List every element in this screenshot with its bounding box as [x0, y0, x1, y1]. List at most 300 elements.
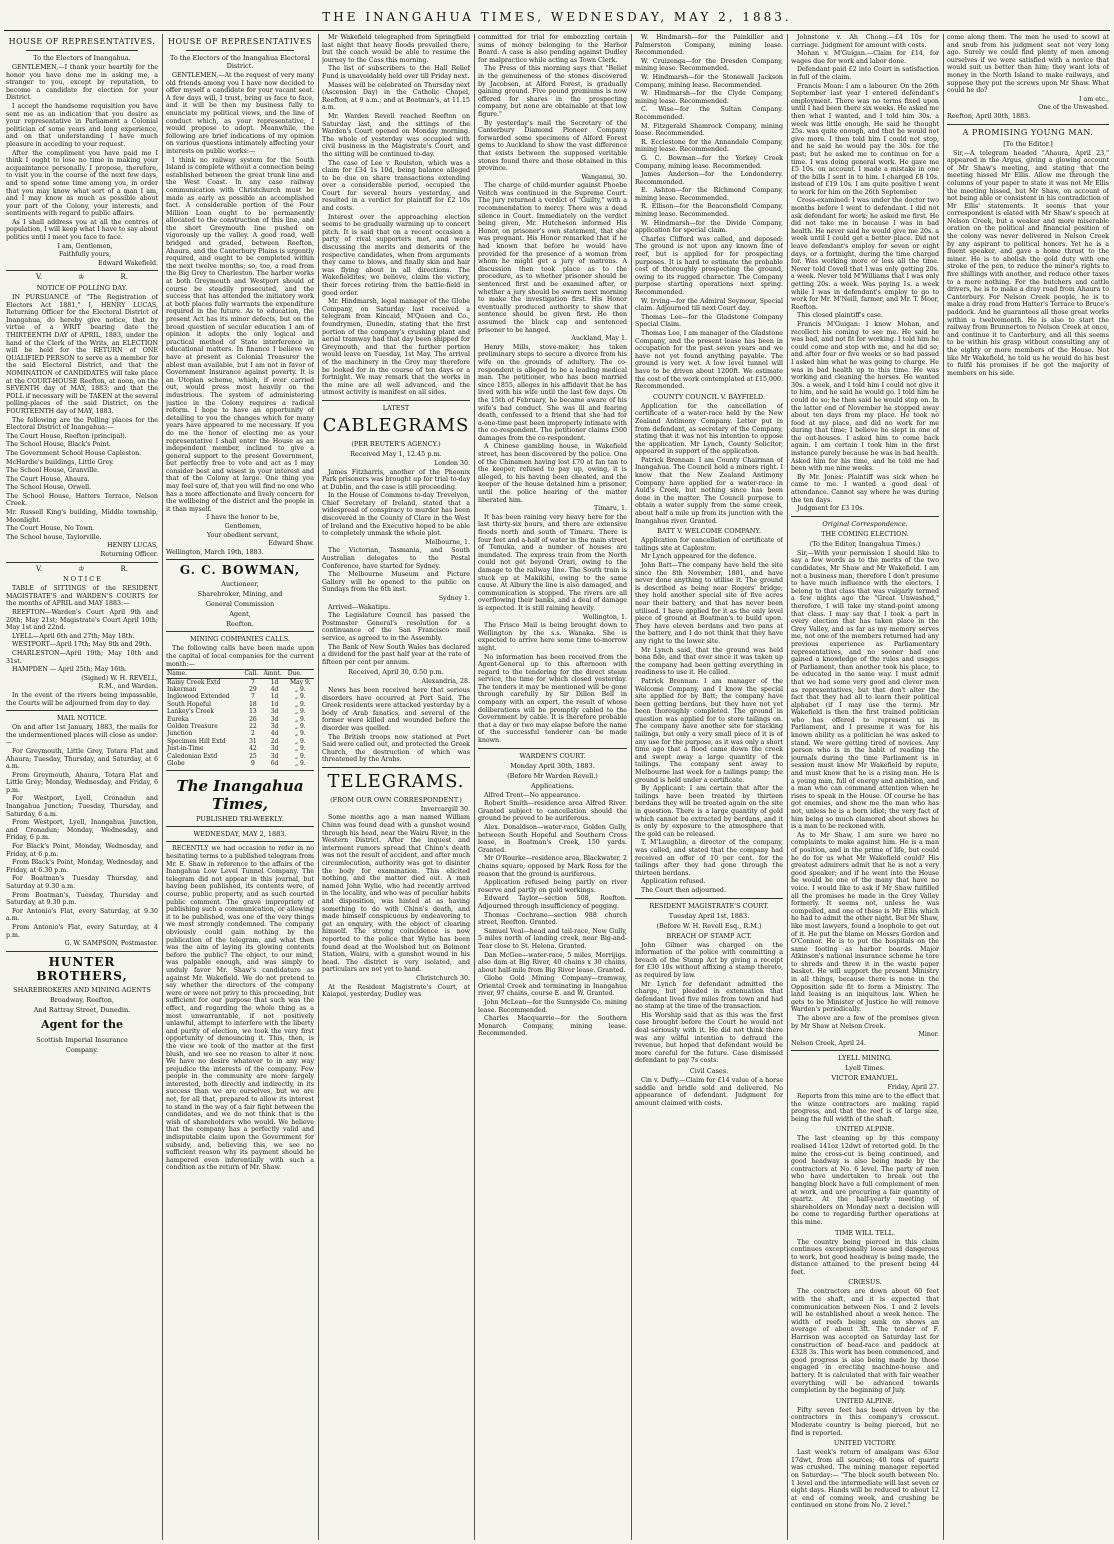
paper-date: WEDNESDAY, MAY 2, 1883.: [193, 830, 287, 839]
local-news-paragraph: Mr Wakefield telegraphed from Springfield last night that heavy floods prevailed there, but the coach would be able to resume the journey to the Cass this morning.: [322, 34, 470, 64]
application-item: W. Hindmarsh—for the Stonewall Jackson Company, mining lease. Recommended.: [635, 73, 783, 89]
application-item: Application refused being partly on river reserve and partly on gold workings.: [478, 879, 627, 894]
calls-table: [166, 669, 314, 767]
mail-item: For Black's Point, Monday, Wednesday, and Friday, at 6 p.m.: [6, 843, 158, 858]
telegram-paragraph: At the Resident Magistrate's Court, at Kaiapoi, yesterday, Dudley was: [322, 983, 470, 999]
table-cell: Inkerman: [167, 686, 197, 693]
court-paragraph: Defendant paid £2 into Court in satisfaction in full of the claim.: [791, 66, 939, 81]
poll-notice-heading: NOTICE OF POLLING DAY.: [36, 284, 128, 293]
calls-heading: MINING COMPANIES CALLS.: [190, 635, 290, 644]
polling-place: The School House, Granville.: [6, 467, 99, 475]
column-rule: [943, 34, 944, 1540]
mine-heading: TIME WILL TELL.: [834, 1228, 896, 1237]
polling-place: McHardie's buildings, Little Grey.: [6, 458, 114, 466]
column-4: [478, 34, 627, 1540]
court-paragraph: John Gilmer was charged on the information of the police with committing a breach of the Stamp Act by giving a receipt for £30 10s without affixing a stamp thereto, as required by law.: [635, 941, 783, 979]
local-news-paragraph: The case of Lee v. Roulston, which was a claim for £34 1s 10d, being balance alleged to be due on share transactions extending over a considerable period, occupied the Court for several hours yesterday, and resulted in a verdict for plaintiff for £2 10s and costs.: [322, 159, 470, 213]
telegrams-source: (FROM OUR OWN CORRESPONDENT.): [330, 795, 462, 804]
sittings-signature: (Signed) W. H. REVELL,: [81, 674, 158, 682]
dateline: Melbourne, 1.: [425, 538, 470, 546]
letter-signature: Miner.: [918, 1031, 939, 1039]
table-cell: „ 9.: [294, 700, 306, 708]
poll-notice-signature: Returning Officer.: [100, 551, 158, 559]
ad-shaw-signoff: I have the honor to be,: [206, 514, 280, 522]
table-header-row: [166, 670, 314, 678]
table-cell: „ 9.: [294, 723, 306, 731]
table-row: [166, 738, 314, 745]
sitting-item: HAMPDEN — April 25th; May 16th.: [12, 666, 127, 674]
rm-court-date: Tuesday April 1st, 1883.: [668, 911, 750, 920]
court-paragraph: Mr Lynch for defendant admitted the charge, but pleaded in extenuation that defendant lived five miles from town and had no stamp at the time of the transaction.: [635, 980, 783, 1011]
cable-paragraph: The Victorian, Tasmania, and South Australian delegates to the Postal Conference, have started for Sydney.: [322, 547, 470, 570]
table-cell: „ 9.: [294, 760, 306, 768]
court-paragraph: Mr Lynch said, that the ground was held bona fide, and that ever since it was taken up the company had been getting everything in readiness to use it. He called.: [635, 646, 783, 677]
mine-paragraph: The last cleaning up by this company realised 141oz 12dwt of retorted gold. In the mine the cross-cut is being continued, and good headway is also being made by the contractors at No. 6 level. The party of men who have undertaken to break out the hanging block have a full complement of men at work, and are procuring a fair quantity of quartz. At the half-yearly meeting of shareholders on Monday next a decision will be come to regarding further operations at this mine.: [791, 1135, 939, 1226]
table-cell: Lankey's Creek: [167, 708, 214, 716]
sittings-notice-paragraph: In the event of the rivers being impassable, the Courts will be adjourned from day to day.: [6, 691, 158, 707]
table-cell: 42: [249, 745, 257, 753]
table-row: [166, 686, 314, 693]
ad-shaw-paragraph: GENTLEMEN,—At the request of very many old friends among you I have now decided to offer myself a candidate for your vacant seat. A few days will, I trust, bring us face to face, and it will be then my business fully to enunciate my political views, and the line of conduct which, as your representative, I would propose to adopt. Meanwhile, the following are brief indications of my opinion on various questions intimately affecting your interests on public works:—: [166, 72, 314, 155]
ad-shaw-signature: Edward Shaw.: [268, 540, 314, 548]
application-item: Samuel Veal—head and tail-race, New Gully, 5 miles north of landing creek, near Big-and-Tear close to St. Helena. Granted.: [478, 927, 627, 950]
calls-table-body: [166, 678, 314, 767]
table-row: [166, 753, 314, 760]
dateline: London 30.: [434, 459, 470, 467]
mail-item: From Antonio's Flat, every Saturday, at 4 p.m.: [6, 923, 158, 939]
application-item: Mr O'Rourke—residence area, Blackwater, 2 chains square, opposed by Mark Ross for the reason that the ground is auriferous.: [478, 855, 627, 878]
local-news-paragraph: Masses will be celebrated on Thursday next (Ascension Day) in the Catholic Chapel, Reefton, at 9 a.m.; and at Boatman's, at 11.15 a.m.: [322, 81, 470, 112]
table-cell: 31: [249, 737, 257, 745]
bowman-line: Sharebroker, Mining, and: [197, 590, 283, 599]
mine-heading: VICTOR EMANUEL.: [831, 1074, 899, 1083]
ad-shaw-dateline: Wellington, March 19th, 1883.: [166, 548, 264, 556]
table-cell: 3d: [270, 745, 279, 753]
table-row: [166, 723, 314, 730]
court-paragraph: Cin v. Duffy.—Claim for £14 value of a horse saddle and bridle sold and delivered. No appearance of defendant. Judgment for amount claimed with costs.: [635, 1077, 783, 1107]
court-paragraph: By Mr. Jones: Plaintiff was sick when he came to me. I wanted a good deal of attendance. Cannot say where he was during the ten days.: [791, 473, 939, 504]
mail-item: From Greymouth, Ahaura, Totara Flat and Little Grey; Monday, Wednesday, and Friday, 6 p.m.: [6, 771, 158, 794]
table-cell: 4d: [270, 730, 279, 738]
application-item: W. Hindmarsh—for the Painkiller and Palmerston Company, mining lease. Recommended.: [635, 34, 783, 57]
table-cell: 3d: [270, 723, 279, 731]
telegram-paragraph: Henry Mills, stove-maker, has taken preliminary steps to secure a divorce from his wife on the grounds of adultery. The co-respondent is alleged to be a leading medical man. The petitioner, who has been married since 1855, alleges in his affidavit that he has lived with his wife until the last few days. On the 15th of February, he became aware of his wife's bad conduct. She was ill and fearing death, confessed to a friend that she had for a-one-time past been improperly intimate with the co-respondent. The petitioner claims £500 damages from the co-respondent.: [478, 343, 627, 442]
dateline: Christchurch 30.: [416, 974, 470, 982]
masthead: THE INANGAHUA TIMES, WEDNESDAY, MAY 2, 1883.: [322, 10, 792, 24]
insurance-agent-heading: Agent for the: [41, 1017, 123, 1031]
application-item: Alex. Donaldson—water-race, Golden Gully, between South Hopeful and Southern Cross lease, in Boatman's Creek, 150 yards. Granted.: [478, 824, 627, 854]
table-cell: May 9.: [289, 678, 311, 686]
mining-source: Lyell Times.: [845, 1064, 885, 1073]
table-cell: Rainy Creek Extd: [167, 678, 221, 686]
wardens-court-date: Monday April 30th, 1883.: [510, 761, 595, 770]
court-paragraph: Judgment for £3 10s.: [797, 505, 865, 513]
case-heading: BATT V. WELCOME COMPANY.: [657, 527, 761, 536]
column-5: [635, 34, 783, 1540]
ad-wakefield-paragraph: GENTLEMEN,—I thank your heartily for the honor you have done me in asking me, a stranger to you, except by reputation, to become a candidate for election for your District.: [6, 64, 158, 102]
local-news-paragraph: Mr. Hindmarsh, legal manager of the Globe Company, on Saturday last received a telegram from Kincaid, M'Queen and Co., foundrymen, Dunedin, stating that the first portion of the company's crushing plant and aerial tramway had that day been shipped for Greymouth, and that the further portion would leave on Tuesday, 1st May. The arrival of the machinery in the Grey may therefore be looked for in the course of ten days or a fortnight. We may remark that the works in the mine are all well advanced, and the utmost activity is manifest on all sides.: [322, 298, 470, 397]
letter-heading: THE COMING ELECTION.: [821, 529, 909, 538]
table-cell: 4d: [270, 686, 279, 693]
ad-shaw-signoff: Your obedient servant,: [206, 531, 280, 539]
ad-shaw-signoff: Gentlemen,: [224, 523, 262, 531]
mine-date: Friday, April 27.: [887, 1084, 939, 1092]
table-cell: 6d: [270, 760, 279, 768]
insurance-agent-name: Scottish Imperial Insurance: [36, 1035, 128, 1044]
bowman-line: Reefton.: [226, 620, 254, 629]
letter-salutation: [To the Editor.]: [1003, 139, 1053, 148]
polling-place: The Court House, No Town.: [6, 525, 95, 533]
hunter-brothers-address: And Rattray Street, Dunedin.: [33, 1005, 131, 1014]
court-paragraph: W. Irving—for the Admiral Seymour, Special claim. Adjourned till next Court day.: [635, 297, 783, 313]
table-cell: 26: [249, 715, 257, 723]
sitting-item: WESTPORT—April 17th; May 8th and 29th.: [12, 641, 152, 649]
column-rule: [631, 34, 632, 1540]
polling-place: The Court House, Ahaura.: [6, 475, 90, 483]
table-cell: „ 9.: [294, 745, 306, 753]
wardens-court-heading: WARDEN'S COURT.: [519, 751, 586, 760]
table-row: [166, 760, 314, 767]
poll-notice-signature: HENRY LUCAS,: [107, 542, 158, 550]
application-item: James Anderson—for the Londonderry. Recommended.: [635, 171, 783, 186]
mining-heading: LYELL MINING.: [838, 1054, 892, 1063]
table-cell: 22: [249, 723, 257, 731]
dateline: Wellington, 1.: [582, 613, 627, 621]
table-cell: 2: [250, 730, 255, 738]
table-header: Call.: [243, 670, 262, 678]
poll-notice-paragraph: The following are the Polling places for the Electoral District of Inangahua:—: [6, 416, 158, 432]
poll-notice-paragraph: IN PURSUANCE of "The Registration of Electors Act 1881," I, HENRY LUCAS, Returning Officer for the Electoral District of Inangahua, do hereby give notice, that by virtue of a WRIT bearing date the THIRTEENTH DAY of APRIL, 1883, under the hand of the Clerk of the Writs, an ELECTION will be held for the RETURN of ONE QUALIFIED PERSON to serve as a member for the said Electoral District, and that the NOMINATION of CANDIDATES will take place at the COURT-HOUSE Reefton, at noon, on the SEVENTH day of MAY, 1883; and that the POLL if necessary will be TAKEN at the several polling-places of the said District, on the FOURTEENTH day of MAY, 1883.: [6, 294, 158, 415]
table-header: Name.: [166, 670, 243, 678]
bowman-line: Auctioneer,: [221, 580, 259, 589]
table-cell: 3d: [270, 752, 279, 760]
case-heading: BREACH OF STAMP ACT.: [666, 931, 752, 940]
case-heading: Civil Cases.: [689, 1067, 729, 1076]
dateline: Auckland, May 1.: [571, 335, 627, 343]
sittings-notice-heading: N O T I C E: [63, 575, 101, 584]
cablegrams-heading: CABLEGRAMS: [322, 414, 470, 436]
polling-place: The School House, Black's Point.: [6, 441, 111, 449]
bowman-line: Agent,: [229, 610, 251, 619]
ad-wakefield-paragraph: As I shall address you at all the centres of population, I will keep what I have to say about politics until I meet you face to face.: [6, 218, 158, 242]
cable-paragraph: News has been received here that serious disorders have occurred at Port Said. The Greek residents were attacked yesterday by a body of Arab fanatics, and several of the former were killed and wounded before the disorder was quelled.: [322, 686, 470, 732]
mine-paragraph: The contractors are down about 60 feet with the shaft, and it is expected that communication between Nos. 1 and 2 levels will be established about a week hence. The width of reefs being sunk on shows an average of about 3ft. The tender of F. Harrison was accepted on Saturday last for construction of head-race and paddock at £328 3s. This work has been commenced, and good progress is also being made by those engaged in erecting machine-house and battery. It is calculated that with fair weather everything will be advanced towards completion by the beginning of July.: [791, 1288, 939, 1395]
cable-paragraph: The Bank of New South Wales has declared a dividend for the past half year at the rate of fifteen per cent per annum.: [322, 643, 470, 666]
table-cell: 29: [249, 686, 257, 693]
local-news-paragraph: Interest over the approaching election seems to be gradually warming up to concert pitch. It is said that on a recent occasion a party of rival supporters met, and were discussing the merits and demerits of the respective candidates, when from arguments they came to blows, and finally skin and hair was flying about in all directions. The Wakefieldites, we believe, claim the victory, their forces retiring from the battle-field in good order.: [322, 213, 470, 297]
court-paragraph: Cross-examined: I was under the doctor two months before I went to defendant. I did not ask defendant for work; he asked me first. He did not take me in because I was in bad health. He never said he would give me 20s. a week until I could get a better place. Did not leave defendant's employ for seven or eight days, or a fortnight, during the time charged for. Was working more or less all the time. Never told Covell that I was only getting 20s. a week. Never told M'Williams that I was only getting 20s. a week. Was paying 1s. a week while I was in defendant's employ to go to work for Mr. M'Neill, farmer, and Mr. T. Moor, Reefton.: [791, 197, 939, 311]
mine-heading: UNITED ALPINE.: [835, 1125, 895, 1134]
telegram-paragraph: A Chinese gambling house, in Wakefield street, has been discovered by the police. One of the Chinamen having lost £70 at fan tan to the keeper, refused to pay up, owing, it is alleged, to his having been cheated, and the keeper of the house detained him a prisoner, until the police hearing of the matter liberated him.: [478, 443, 627, 504]
letter-paragraph: Sir,—A telegram headed "Ahaura, April 23," appeared in the Argus, giving a glowing account of Mr Shaw's meeting, and stating that the meeting hissed Mr Ellis. Allow me through the columns of your paper to state it was not Mr Ellis the meeting hissed, but Mr Shaw, on account of not being able or consistent in his contradiction of Mr Ellis' statements. It seems that your correspondent is elated with Mr Shaw's speech at Nelson Creek, but a weaker and more miserable oration on the political and financial position of the colony was never delivered in Nelson Creek by any aspirant to political honors. Yet he is a fluent speaker, and gave a home thrust to the miner. He is to abolish the gold duty with one stroke of the pen, to reduce the miner's rights to five shillings with another, and reduce other taxes to a mere nothing. For the butchers and cattle drivers, he is to make a dray road from Ahaura to Canterbury. For Nelson Creek people, he is to make a dray road from Hatter's Terrace to Bruce's paddock. And he guarantees all those great works within a twelvemonth. He is also to start the railway from Brunnerton to Nelson Creek at once, and continue it to Canterbury, and all this seems to be within his grasp without consulting any of the eighty or more members of the House. Not like Mr Wakefield, he told us he would do his best to fulfil his promises if he got the majority of members on his side.: [947, 149, 1109, 377]
mail-item: For Boatman's Tuesday Thursday, and Saturday at 9.30 a.m.: [6, 875, 158, 890]
table-cell: Caledonian Extd: [167, 752, 218, 760]
cable-paragraph: James Fitzharris, another of the Pheonix Park prisoners was brought up for trial to-day at Dublin, and the case is still proceeding.: [322, 468, 470, 491]
table-cell: 2d: [270, 737, 279, 745]
cablegrams-received: Received May 1, 12.45 p.m.: [350, 449, 442, 458]
royal-crest: V. ♔ R.: [36, 273, 128, 282]
polling-place: The School House, Orwell.: [6, 484, 92, 492]
court-paragraph: By Applicant: I am certain that after the tailings have been treated by thirteen berdans they will be treated again on the site in question. There is a large quantity of gold which cannot be extracted by berdans, and it is only by exposure to the atmosphere that the gold can be released.: [635, 785, 783, 838]
cable-paragraph: The Legislature Council has passed the Postmaster General's resolution for a continuance of the San Francisco mail service, as agreed to in the Assembly.: [322, 612, 470, 642]
masthead-rule: [4, 30, 1110, 31]
mail-item: From Boatman's, Tuesday, Thursday and Saturday, at 9.30 p.m.: [6, 891, 158, 907]
court-paragraph: Francis Moan: I am a labourer. On the 26th September last year I entered defendant's employment. There was no terms fixed upon until I had been there six weeks. He asked me then what I wanted, and I told him 30s. a week was little enough. He said he thought 25s. was quite enough, and that he would not give more. I then told him I could not stop, and he said he would pay the 30s. for the past; but he asked me to continue on for a time. I was doing general work. He gave me £5 10s. on account. I made a mistake in one of the bills I sent in to him. I charged £8 10s. instead of £19 10s. I am quite positive I went to work for him on the 26th September.: [791, 82, 939, 196]
mine-heading: CRŒSUS.: [848, 1278, 882, 1287]
cable-paragraph: In the House of Commons to-day Trevelyon, Chief Secretary of Ireland, stated that a widespread of conspiracy to murder has been discovered in the County of Clare in the West of Ireland and the Executive hoped to be able to completely unmask the whole plot.: [322, 492, 470, 538]
editorial-paragraph: RECENTLY we had occasion to refer in no hesitating terms to a published telegram from Mr. E. Shaw in reference to the affairs of the Inangahua Low Level Tunnel Company. The telegram did not appear in this journal, but having been published, its contents were, of course, public property, and as such courted public comment. The grave impropriety of publishing such a communication, or allowing it to be published, was one of the very things we most strongly condemned. The company obviously could gain nothing by the publication of the telegram, and what then was the aim of laying its glowing contents before the public? The object, to our mind, was palpable enough, and was simply to unduly favor Mr. Shaw's candidature as against Mr. Wakefield. We do not pretend to say whether the directors of the company were or were not privy to this proceeding, but sufficient for our purpose that such was the effect, and regarding the whole thing as a most unwarrantable, if not positively unlawful, attempt to interfere with the liberty and purity of election, we took the very first opportunity of denouncing it. This, then, is the view we took of the matter at the first blush, and we see no reason to alter it now. We have no desire whatever to in any way prejudice the interests of the company. Few people in the community are more largely interested, both directly and indirectly, in its success than we are ourselves, but we are not, for all that, prepared to allow its interest to stand in the way of a fair fight between the candidates, and we do not think that is the wish of shareholders who would. We believe that the company has a perfectly valid and indisputable claim upon the Government for subsidy, and, believing this, we see no sufficient reason why its payment should be hampered even inferentially with such a condition as the return of Mr. Shaw.: [166, 845, 314, 1172]
correspondence-heading: Original Correspondence.: [822, 519, 908, 528]
table-cell: 18: [249, 700, 257, 708]
table-header: Amnt.: [262, 670, 286, 678]
table-cell: „ 9.: [294, 752, 306, 760]
cable-paragraph: Arrived—Wakatipu.: [328, 603, 391, 611]
letter-signoff: I am etc.,: [1078, 95, 1109, 103]
cable-paragraph: The British troops now stationed at Port Said were called out, and protected the Greek Church, the destruction of which was threatened by the Arabs.: [322, 733, 470, 764]
letter-salutation: (To the Editor, Inangahua Times.): [809, 539, 921, 548]
mail-item: From Westport, Lyell, Inangahua Junction, and Cronadun; Monday, Wednesday, and Friday, 6 p.m.: [6, 819, 158, 842]
table-cell: 3d: [270, 708, 279, 716]
cablegrams-source: (PER REUTER'S AGENCY.): [351, 439, 441, 448]
mail-item: From Black's Point, Monday, Wednesday, and Friday, at 6.30 p.m.: [6, 859, 158, 874]
dateline: Invercargill 30.: [420, 805, 470, 813]
royal-crest: V. ♔ R.: [36, 564, 128, 573]
table-cell: 1d: [270, 700, 279, 708]
table-cell: Just-in-Time: [167, 745, 204, 753]
column-3: [322, 34, 470, 1540]
letter-signature: One of the Unwashed.: [1038, 104, 1109, 112]
ad-shaw-subheading: To the Electors of the Inangahua Electoral District.: [169, 54, 311, 70]
ad-wakefield-signature: Edward Wakefield.: [97, 259, 158, 267]
polling-place: The School House, Hatters Terrace, Nelson Creek.: [6, 492, 158, 508]
dateline: Alexandria, 28.: [421, 678, 470, 686]
rm-court-heading: RESIDENT MAGISTRATE'S COURT.: [649, 901, 769, 910]
table-cell: „ 9.: [294, 686, 306, 693]
table-cell: 3d: [270, 715, 279, 723]
insurance-agent-name: Company.: [65, 1045, 99, 1054]
court-paragraph: Application for the cancellation of certificate of a water-race held by the New Zealand Antimony Company. Letter put in from defendant, as secretary of the Company, stating that it was not his intention to oppose the application. Mr Lynch, County Solicitor, appeared in support of the application.: [635, 402, 783, 456]
application-item: W. Hindmarsh—for the Divide Company, application for special claim.: [635, 219, 783, 235]
mine-heading: UNITED ALPINE.: [835, 1396, 895, 1405]
application-item: Robert Smith—residence area Alfred River. Granted subject to cancellation should the ground be proved to be auriferous.: [478, 800, 627, 823]
application-item: G. C. Bowman—for the Yorkey Creek Company, mining lease. Recommended.: [635, 154, 783, 170]
court-paragraph: Charles Clifford was called, and deposed: The ground is not upon any known line of reef, but is applied for for prospecting purposes. It is hard to estimate the probable cost of thoroughly prospecting the ground, owing to its rugged character. The Company purpose starting operations next spring. Recommended.: [635, 235, 783, 296]
application-item: Dan McGee—water-race, 5 miles, Merrijigs. also dam at Big River, 40 chains x 30 chains, about half-mile from Big River lease. Granted.: [478, 951, 627, 974]
court-paragraph: His Worship said that as this was the first case brought before the Court he would not deal seriously with it. He did not think there was any wilful intention to defraud the revenue, but hoped that defendant would be more careful for the future. Case dismissed defendant to pay 7s costs.: [635, 1011, 783, 1065]
table-row: [166, 716, 314, 723]
dateline: Timaru, 1.: [593, 505, 627, 513]
letter-dateline: Reefton, April 30th, 1883.: [947, 112, 1031, 120]
application-item: R. Ecclestone for the Annandale Company, mining lease. Recommended.: [635, 138, 783, 154]
telegram-paragraph: The Press of this morning says that "Belief in the genuineness of the stones discovered by Jacobsen, at Alford Forest, is gradually gaining ground. Five pound premiums is now offered for shares in the prospecting company, but none are obtainable at that low figure.": [478, 65, 627, 118]
ad-wakefield-signoff: Faithfully yours,: [59, 251, 111, 259]
application-item: W. Cruizenga—for the Dresden Company, mining lease. Recommended.: [635, 57, 783, 73]
telegram-paragraph: No information has been received from the Agent-General up to this afternoon with regard to the tendering for the direct steam service, the time for which closed yesterday. The tenders it may be mentioned will be gone through carefully by Sir Dillon Bell in company with an expert, the result of whose deliberations will be promptly cabled to the Government by cable. It is therefore probable that a day or two may elapse before the name of the successful tenderer can be made known.: [478, 653, 627, 745]
application-item: W. Hindmarsh—for the Clyde Company, mining lease. Recommended.: [635, 90, 783, 105]
table-cell: 7: [250, 678, 255, 686]
letter-heading: A PROMISING YOUNG MAN.: [962, 127, 1094, 137]
table-cell: „ 9.: [294, 708, 306, 716]
table-cell: „ 9.: [294, 730, 306, 738]
hunter-brothers-address: Broadway, Reefton,: [50, 995, 114, 1004]
letter-dateline: Nelson Creek, April 24.: [791, 1039, 867, 1047]
sitting-item: CHARLESTON—April 19th; May 10th and 31st.: [6, 649, 158, 665]
table-cell: Eureka: [167, 715, 189, 723]
table-row: [166, 701, 314, 708]
column-rule: [162, 34, 163, 1540]
telegram-paragraph: By yesterday's mail the Secretary of the Canterbury Diamond Pioneer Company forwarded some specimens of Alford Forest gems to Auckland to show the vast difference that exists between the supposed veritable stones found there and those obtained in this province.: [478, 119, 627, 173]
table-cell: Junction: [167, 730, 193, 738]
mail-item: For Westport, Lyell, Cronadun and Inangahua Junction; Tuesday, Thursday, and Saturday, 6 a.m.: [6, 795, 158, 818]
cablegrams-received: Received, April 30, 0.50 p.m.: [348, 668, 444, 677]
wardens-court-before: (Before Mr Warden Revell.): [507, 771, 598, 780]
court-paragraph: Mohan v. M'Guigan.—Claim for £14, for wages due for work and labor done.: [791, 50, 939, 65]
table-header: Due.: [287, 670, 314, 678]
sittings-signature: R.M., and Warden.: [98, 683, 158, 691]
court-paragraph: T. M'Laughlin, a director of the company, was called, and stated that the company had received an offer of 10 per cent. for the tailings after they had gone through the thirteen berdans.: [635, 839, 783, 877]
table-cell: Globe: [167, 760, 185, 768]
table-row: [166, 678, 314, 686]
letter-paragraph: Sir,—With your permission I should like to say a few words as to the merits of the two candidates, Mr Shaw and Mr Wakefield. I am not a business man, therefore I don't presume to have much influence with the electors. I belong to that class that was vulgarly termed a few nights ago the "Great Unwashed," therefore, I will take my stand-point among that class. I may say that I took a part in every election that has taken place in the Grey Valley, and as far as my memory serves me, not one of the members returned had any previous experience as Parliamentary representatives, and no sooner had one gained a knowledge of the rules and usages of Parliament, than another took his place, to be educated in the same way. I must admit that we had some very good and clever men as representatives, but that don't alter the fact that they had all to learn their political alphabet (if I may use the term). Mr Wakefield is then the first trained politician who has offered to represent us in Parliament, and I presume it was for his known ability as a politician he was asked to stand. We were getting tired of novices. Any person who is in the habit of reading the journals during the time Parliament is in session must know Mr Wakefield by repute, and must know that he is a rising man. He is a young man, full of energy and ambition, and a man who can command attention when he rises to speak in the House. Of course he has got enemies, and show me the man who has not, unless he is a born idiot; the very fact of him being so much clamored about shows he is a man to be reckoned with.: [791, 549, 939, 831]
column-7: [947, 34, 1109, 1540]
mine-paragraph: Last week's return of amalgam was 63oz 17dwt, from all sources; 40 tons of quartz was crushed. The mining manager reported on Saturday:— "The block south between No. 1 level and the intermediate will last seven or eight days. Hands will be reduced to about 12 at end of coming week, and crushing be continued on stone from No. 2 level.": [791, 1449, 939, 1510]
court-paragraph: Mr Lynch appeared for the defence.: [641, 553, 757, 561]
table-row: [166, 693, 314, 700]
application-item: M. Fitzgerald Shamrock Company, mining lease. Recommended.: [635, 122, 783, 138]
mail-notice-signature: G. W. SAMPSON, Postmaster.: [64, 940, 158, 948]
polling-place: The Government School House Capleston.: [6, 449, 142, 457]
hunter-brothers-subheading: SHAREBROKERS AND MINING AGENTS: [13, 985, 151, 994]
telegram-paragraph: Some months ago a man named William Chinn was found dead with a gunshot wound through his head, near the Wairu River, in the Western District. After the inquest and interment rumors spread that Chinn's death was not the result of accident, and after much circumlocution, authority was got to disinter the body for examination. This elicited nothing, and the matter died out. A man named John Wylie, who had recently arrived in the locality, and who was of peculiar habits and disposition, was hinted at as having something to do with Chinn's death, and made himself conspicuous by endeavoring to get an enquiry, with the object of clearing himself. The strong coincidence is now reported to the police that Wylie has been found dead at the Woolshed hut on Belmont Station, Wairu, with a gunshot wound in his head. The district is very isolated, and particulars are not yet to hand.: [322, 814, 470, 974]
ad-wakefield-subheading: To the Electors of Inangahua.: [33, 54, 131, 62]
sitting-item: REEFTON—Warden's Court April 9th and 20th; May 21st; Magistrate's Court April 10th; May 1st and 22nd.: [6, 609, 158, 632]
table-cell: 25: [249, 752, 257, 760]
telegrams-heading: TELEGRAMS.: [327, 770, 465, 792]
dateline: Wanganui, 30.: [581, 173, 627, 181]
polling-place: The School house, Taylorville.: [6, 533, 102, 541]
table-cell: „ 9.: [294, 715, 306, 723]
court-paragraph: The Court then adjourned.: [641, 886, 726, 894]
case-heading: COUNTY COUNCIL V. BAYFIELD.: [653, 392, 765, 401]
letter-paragraph: As to Mr Shaw, I am sure we have no complaints to make against him. He is a man of position, and in the prime of life, but could he do for us what Mr Wakefield could? His greatest admirers admit that he is not a very good speaker; and if he went into the House he would be one of the many that have no voice. I would like to ask if Mr Shaw fulfilled all the promises he made in the Grey Valley formerly. It seems not, unless he was compelled, and one of these is Mr Ellis which he had to admit the other night. But Mr Shaw, like most lawyers, found a loophole to get out of it. He put the blame on Messrs Gordon and O'Connor. He is to put the hospitals on the same footing as harbor boards. Major Atkinson's national insurance scheme he tore to shreds and threw it in the waste paper basket. He will support the present Ministry in all things, because there is none in the Opposition side fit to form a Ministry. The land leasing is an iniquitous law. When he gets to be Minister of Justice he will remove Warden's periodically.: [791, 831, 939, 1014]
paper-nameplate: The Inangahua Times,: [176, 777, 304, 814]
mine-heading: UNITED VICTORY.: [833, 1439, 897, 1448]
table-cell: Golden Treasure: [167, 723, 218, 731]
paper-frequency: PUBLISHED TRI-WEEKLY.: [196, 815, 284, 824]
court-paragraph: Application for cancellation of certificate of tailings site at Capleston.: [635, 537, 783, 552]
table-cell: „ 9.: [294, 693, 306, 701]
column-6: [791, 34, 939, 1540]
sitting-item: LYELL—April 6th and 27th; May 18th.: [12, 632, 135, 640]
telegram-paragraph: The charge of child-murder against Phoebe Veitch was continued in the Supreme Court. The jury returned a verdict of "Guilty," with a recommendation to mercy. There was a dead silence in Court. Immediately on the verdict being given, Mr. Hutcheson informed His Honor, on prisoner's own statement, that she was pregnant. His Honor remarked that if he had known that before he would have provided for the presence of a woman from whom he might get a jury of matrons. A discussion then took place as to the procedure, as to whether prisoner should be sentenced first and be examined after, or whether a jury should be sworn next morning to make the investigation first. His Honor eventually produced authority to show that sentence should be given first. He then assumed the black cap and sentenced prisoner to be hanged.: [478, 182, 627, 334]
table-cell: 7: [250, 693, 255, 701]
application-item: Globe Gold Mining Company—tramway, Oriental Creek and terminating in Inangahua river, 97 chains, course E. and W. Granted.: [478, 975, 627, 998]
cable-paragraph: The Melbourne Museum and Picture Gallery will be opened to the public on Sundays from the 6th inst.: [322, 571, 470, 594]
table-cell: 1d: [270, 678, 279, 686]
application-item: Charles Macquarrie—for the Southern Monarch Company, mining lease. Recommended.: [478, 1015, 627, 1038]
table-cell: 13: [249, 708, 257, 716]
court-paragraph: Thomas Lee—for the Gladstone Company Special Claim.: [635, 313, 783, 329]
table-row: [166, 708, 314, 715]
polling-place: The Court House, Reefton (principal).: [6, 432, 127, 440]
letter-paragraph: The above are a few of the promises given by Mr Shaw at Nelson Creek.: [791, 1015, 939, 1030]
table-cell: „ 9.: [294, 737, 306, 745]
table-cell: 9: [250, 760, 255, 768]
court-paragraph: John Batt—The company have held the site since the 8th November, 1881, and have never done anything to utilise it. The ground is described as being near Rogers' bridge; they hold another special site of five acres near their battery, and that has never been utilised. I have applied for it as the only level piece of ground at Boatman's to build upon. They have eleven berdans and two pans at the battery, and I do not think that they have any right to the lower site.: [635, 562, 783, 645]
table-cell: Specimen Hill Extd: [167, 737, 226, 745]
ad-wakefield-paragraph: I accept the handsome requisition you have sent me as an indication that you desire as your representative in Parliament a Colonial politician of some years and long experience, and on that understanding I have much pleasure in acceding to your request.: [6, 102, 158, 148]
mine-paragraph: The country being pierced in this claim continues exceptionally loose and dangerous to work, but good headway is being made, the distance attained to the present being 44 feet.: [791, 1238, 939, 1276]
court-paragraph: Thomas Lee, I am manager of the Gladstone Company, and the present lease has been in occupation for the past seven years and we have not yet found anything payable. The ground is very wet. A low level tunnel will have to be driven about 1200ft. We estimate the cost of the work contemplated at £15,000. Recommended.: [635, 329, 783, 391]
column-1: [6, 34, 158, 1540]
mine-paragraph: Fifty seven feet has been driven by the contractors in this company's crosscut. Moderate country is being pierced, but no find is reported.: [791, 1406, 939, 1437]
telegram-paragraph: committed for trial for embezzling certain sums of money belonging to the Harbor Board. A case is also pending against Dudley for malpractice while acting as Town Clerk.: [478, 34, 627, 64]
table-cell: Inglewood Extended: [167, 693, 230, 701]
court-paragraph: Patrick Brennan: I am County Chairman of Inangahua. The Council hold a miners right. I know that the New Zealand Antimony Company have applied for a water-race in Auld's Creek, but nothing since has been done in the matter. The Council purpose to obtain a water supply from the same creek, about half a mile up from its junction with the Inangahua river. Granted.: [635, 456, 783, 525]
application-item: Thomas Cochrane—section 988 church street, Reefton. Granted.: [478, 911, 627, 927]
bowman-heading: G. C. BOWMAN,: [179, 563, 301, 578]
bowman-line: General Commission: [205, 600, 275, 609]
court-paragraph: Francis M'Guigan: I know Mohan, and recollect his coming to see me. He said he was bad, and not fit for working. I told him he could come and stop with me, and he did so; and after four or five weeks or so had passed I asked him what he was going to charge. He was in bad health up to this time. He was working and cleaning the horses. He wanted 30s. a week, and I told him I could not give it to him, and he said he would go. I told him he could do so; he then said he would stop on. In the latter end of November he stopped away about ten days from my place. He took no food at my place, and did no work for me during that time; I believe he slept in one of the out-houses. I asked him to come back again. I am certain I took him in the first instance purely because he was in bad health. Asked him for his time, and he told me had been with me nine weeks.: [791, 320, 939, 473]
column-rule: [318, 34, 319, 1540]
calls-intro: The following calls have been made upon the capital of local companies for the current month:—: [166, 645, 314, 668]
ad-shaw-paragraph: I think no railway system for the South Island is complete without a connection being established between the great trunk line and the West Coast. In any case railway communication with Christchurch must be made as early as possible an accomplished fact. A considerable portion of the Four Million Loan ought to be permanently allocated to the construction of this line, and the short Greymouth line pushed on vigorously up the valley. A good road, well bridged and graded, between Reefton, Ahaura, and the Canterbury Plains is urgently required, and ought to be completed within the next twelve months; so, too, a road from the Big Grey to Charleston. The harbor works at both Greymouth and Westport should of course be steadily prosecuted, and the success that has attended the initiatory work at both places fully warrants the expenditure required in the future. As to education, the present Act has its minor defects, but on the broad question of secular education I am of opinion it adopts the only logical and practical method of State interference in educational matters. In finance I believe we have at present as Colonial Treasurer the ablest man available, but I am not in favor of Government Insurance against poverty. It is an Utopian scheme, which, if ever carried out, would press most heavily on the industrious. The system of administering justice in the Colony requires a radical reform. I hope to have an opportunity of detailing to you the changes which for many years have appeared to me necessary. If you do me the honor of electing me as your representative I shall enter the House as an independent member, inclined to give a general support to the present Government, but perfectly free to vote and act as I may consider best and wisest in your interest and that of the Colony at large. One thing you may feel sure of, that you will find no one who has a more affectionate and lively concern for the wellbeing of the district and the people in it than myself.: [166, 156, 314, 513]
sittings-notice-paragraph: TABLE of SITTINGS of the RESIDENT MAGISTRATE'S and WARDEN'S COURTS for the months of APRIL and MAY 1883:—: [6, 585, 158, 608]
polling-place: Mr. Russell King's building, Middle township, Moonlight.: [6, 509, 158, 524]
polling-place-list: [6, 433, 158, 542]
cablegrams-kicker: LATEST: [382, 403, 410, 412]
mail-item: For Antonio's Flat, every Saturday, at 9.30 a.m.: [6, 907, 158, 923]
application-item: E. Ashton—for the Richmond Company, mining lease. Recommended.: [635, 187, 783, 202]
local-news-paragraph: Mr. Warden Revell reached Reefton on Saturday last, and the sittings of the Warden's Court opened on Monday morning. The whole of yesterday was occupied with civil business in the Magistrate's Court, and the sitting will be continued to-day.: [322, 112, 470, 158]
table-cell: 1d: [270, 693, 279, 701]
rm-court-before: (Before W. H. Revell Esq., R.M.): [656, 921, 762, 930]
local-news-paragraph: The list of subscribers to the Hall Relief Fund is unavoidably held over till Friday next.: [322, 65, 470, 80]
applications-heading: Applications.: [531, 781, 574, 790]
column-rule: [787, 34, 788, 1540]
application-item: R. Ellison—for the Beaconsfield Company, mining lease. Recommended.: [635, 203, 783, 219]
table-cell: South Hopeful: [167, 700, 212, 708]
ad-wakefield-signoff: I am, Gentlemen,: [57, 242, 113, 250]
mail-notice-heading: MAIL NOTICE.: [56, 714, 107, 723]
application-item: C. Wise—for the Sultan Company. Recommended.: [635, 106, 783, 121]
mail-notice-paragraph: On and after 1st January, 1883, the mails for the undermentioned places will close as under:—: [6, 724, 158, 747]
crown-icon: ♔: [78, 564, 85, 573]
court-paragraph: Johnstone v. Ah Chong.—£4 10s for carriage. Judgment for amount with costs.: [791, 34, 939, 49]
telegram-paragraph: The Frisco Mail is being brought down to Wellington by the s.s. Wanaka. She is expected to arrive here some time to-morrow night.: [478, 622, 627, 652]
table-row: [166, 730, 314, 737]
mine-paragraph: Reports from this mine are to the effect that the winze contractors are making rapid progress, and that the reef is of large size, being the full width of the shaft.: [791, 1093, 939, 1123]
ad-shaw-heading: HOUSE OF REPRESENTATIVES: [167, 37, 313, 46]
mail-item: For Greymouth, Little Grey, Totara Flat and Ahaura; Tuesday, Thursday, and Saturday, at 6 a.m.: [6, 747, 158, 771]
table-row: [166, 745, 314, 752]
telegram-paragraph: It has been raining very heavy here for the last thirty-six hours, and there are extensive floods north and south of Timaru. There is four feet and a-half of water in the main street of Temuka, and a number of houses are inundated. The express train from the North could not get beyond Orari, owing to the damage to the railway line. The South train is stuck up at Makikihi, owing to the same cause. At Albury the line is also damaged, and communication is stopped. The rivers are all overflowing their banks, and a deal of damage is expected. It is still raining heavily.: [478, 513, 627, 612]
ad-wakefield-paragraph: After the compliment you have paid me I think I ought to lose no time in making your acquaintance personally. I propose, therefore, to visit you in the course of the next few days, and to spend some time among you, in order that you may know what sort of a man I am, and I may know as much as possible about your part of the Colony, your interests, and sentiments with regard to public affairs.: [6, 149, 158, 218]
column-rule: [474, 34, 475, 1540]
letter-paragraph: come along them. The men he used to scowl at and snub from his judgment seat not very long ago. Surely we could find plenty of men among ourselves if we were satisfied with a novice that would suit us better than him; they want lots of money in the North Island to make railways, and suppose they put the screws upon Mr Shaw. What could he do?: [947, 34, 1109, 95]
hunter-brothers-heading: HUNTER BROTHERS,: [36, 954, 128, 983]
court-paragraph: Patrick Brennan: I am manager of the Welcome Company, and I know the special site applied for by Batt; the company have been getting berdans, but they have not yet been thoroughly completed. The ground in question was applied for to store tailings on. The company have another site for stacking tailings, but only a very small piece of it is of any use for the purpose, as it was only a short time ago that a flood came down the creek and swept away a large quantity of the tailings. The company sent away to Melbourne last week for a tailings pump; the ground is held under a certificate.: [635, 677, 783, 784]
application-item: John McLean—for the Sunnyside Co. mining lease. Recommended.: [478, 999, 627, 1014]
application-item: Alfred Trent—No appearance.: [484, 791, 581, 799]
column-2: [166, 34, 314, 1540]
court-paragraph: Application refused.: [641, 878, 706, 886]
crown-icon: ♔: [78, 273, 85, 282]
application-item: Edward Taylor—section 508, Reefton. Adjourned through insufficiency of pegging.: [478, 895, 627, 910]
dateline: Sydney 1.: [438, 595, 470, 602]
court-paragraph: This closed plaintiff's case.: [797, 312, 883, 320]
ad-wakefield-heading: HOUSE OF REPRESENTATIVES.: [8, 37, 156, 46]
